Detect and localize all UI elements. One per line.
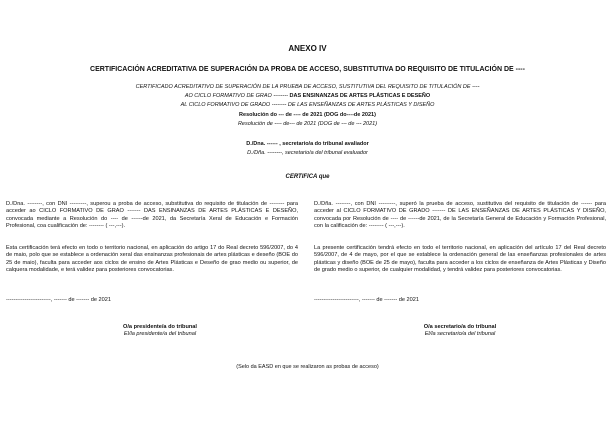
signature-secretary-gl: O/a secretario/a do tribunal: [423, 324, 497, 330]
cycle-gl-prefix: AO CICLO FORMATIVO DE GRAO --------: [184, 93, 288, 99]
left-date: ------------------------, ------- de ------- de 2021: [6, 297, 111, 303]
annex-label: ANEXO IV: [288, 44, 327, 53]
cycle-gl-bold: DAS ENSINANZAS DE ARTES PLÁSTICAS E DESEÑO: [287, 93, 431, 99]
secretary-es: D./Dña. --------, secretario/a del tribunal evaluador: [247, 150, 368, 156]
certifies-heading: CERTIFICA que: [285, 174, 330, 180]
right-date-line: [314, 297, 606, 304]
main-title: CERTIFICACIÓN ACREDITATIVA DE SUPERACIÓN DA PROBA DE ACCESO, SUBSTITUTIVA DO REQUISITO DE TITULACIÓN DE ----: [90, 66, 525, 73]
signature-president: [80, 324, 240, 339]
right-paragraph-1: D./Dña. --------, con DNI ---------, superó la prueba de acceso, sustitutiva del requisito de titulación de ------ para acceder al CICLO FORMATIVO DE GRADO ------- DE LAS ENSEÑANZAS DE ARTES PLÁSTICAS Y DISEÑO, convocada por Resolución de ---- de ------de 2021, de la Secretaría General de Educación y Formación Profesional, con la calificación de: -------- ( ---,---).: [314, 201, 606, 230]
left-column-paragraph-2: [6, 245, 298, 275]
left-paragraph-1: D./Dna. --------, con DNI ---------, superou a proba de acceso, substitutiva do requisito de titulación de -------- para acceder ao CICLO FORMATIVO DE GRAO ------- DAS ENSINANZAS DE ARTES PLÁSTICAS E DESEÑO, convocada mediante a Resolución do ---- de ------de 2021, da Secretaría Xeral de Educación e Formación Profesional, coa cualificación de: -------- ( ---,---).: [6, 201, 298, 230]
left-date-line: [6, 297, 298, 304]
signature-president-gl: O/a presidente/a do tribunal: [123, 324, 197, 330]
cycle-line-es: AL CICLO FORMATIVO DE GRADO -------- DE LAS ENSEÑANZAS DE ARTES PLÁSTICAS Y DISEÑO: [180, 102, 435, 108]
signature-secretary-es: El/la secretario/a del tribunal: [424, 331, 496, 338]
resolution-gl: Resolución do --- de ---- de 2021 (DOG do----de 2021): [239, 112, 376, 118]
right-column-paragraph-2: [314, 245, 606, 275]
resolution-es: Resolución de ---- de--- de 2021 (DOG de --- de --- 2021): [237, 121, 378, 127]
signature-president-es: El/la presidente/a del tribunal: [123, 331, 197, 338]
signature-secretary: [380, 324, 540, 339]
right-column-paragraph-1: [314, 201, 606, 231]
right-paragraph-2: La presente certificación tendrá efecto en todo el territorio nacional, en aplicación del artículo 17 del Real decreto 596/2007, de 4 de mayo, por el que se establece la ordenación general de las enseñanzas profesionales de artes plásticas y diseño (BOE de 25 de mayo), faculta para acceder a los ciclos de enseñanza de Artes Plásticas y Diseño de grado medio o superior, de cualquier modalidad, y tendrá validez para posteriores convocatorias.: [314, 245, 606, 274]
translated-title: CERTIFICADO ACREDITATIVO DE SUPERACIÓN DE LA PRUEBA DE ACCESO, SUSTITUTIVA DEL REQUISITO DE TITULACIÓN DE ----: [135, 84, 480, 90]
left-paragraph-2: Esta certificación terá efecto en todo o territorio nacional, en aplicación do artigo 17 do Real decreto 596/2007, do 4 de maio, polo que se establece a ordenación xeral das ensinanzas profesionais de artes plásticas e deseño (BOE do 25 de maio), faculta para acceder aos ciclos de ensino de Artes Plásticas e Deseño de grao medio ou superior, de calquera modalidade, e terá validez para posteriores convocatorias.: [6, 245, 298, 274]
secretary-gl: D./Dna. ------ , secretario/a do tribunal avaliador: [246, 141, 369, 147]
right-date: ------------------------, ------- de ------- de 2021: [314, 297, 419, 303]
left-column-paragraph-1: [6, 201, 298, 231]
seal-note: (Selo da EASD en que se realizaron as probas de acceso): [236, 364, 379, 370]
cycle-line-gl: [0, 93, 615, 99]
